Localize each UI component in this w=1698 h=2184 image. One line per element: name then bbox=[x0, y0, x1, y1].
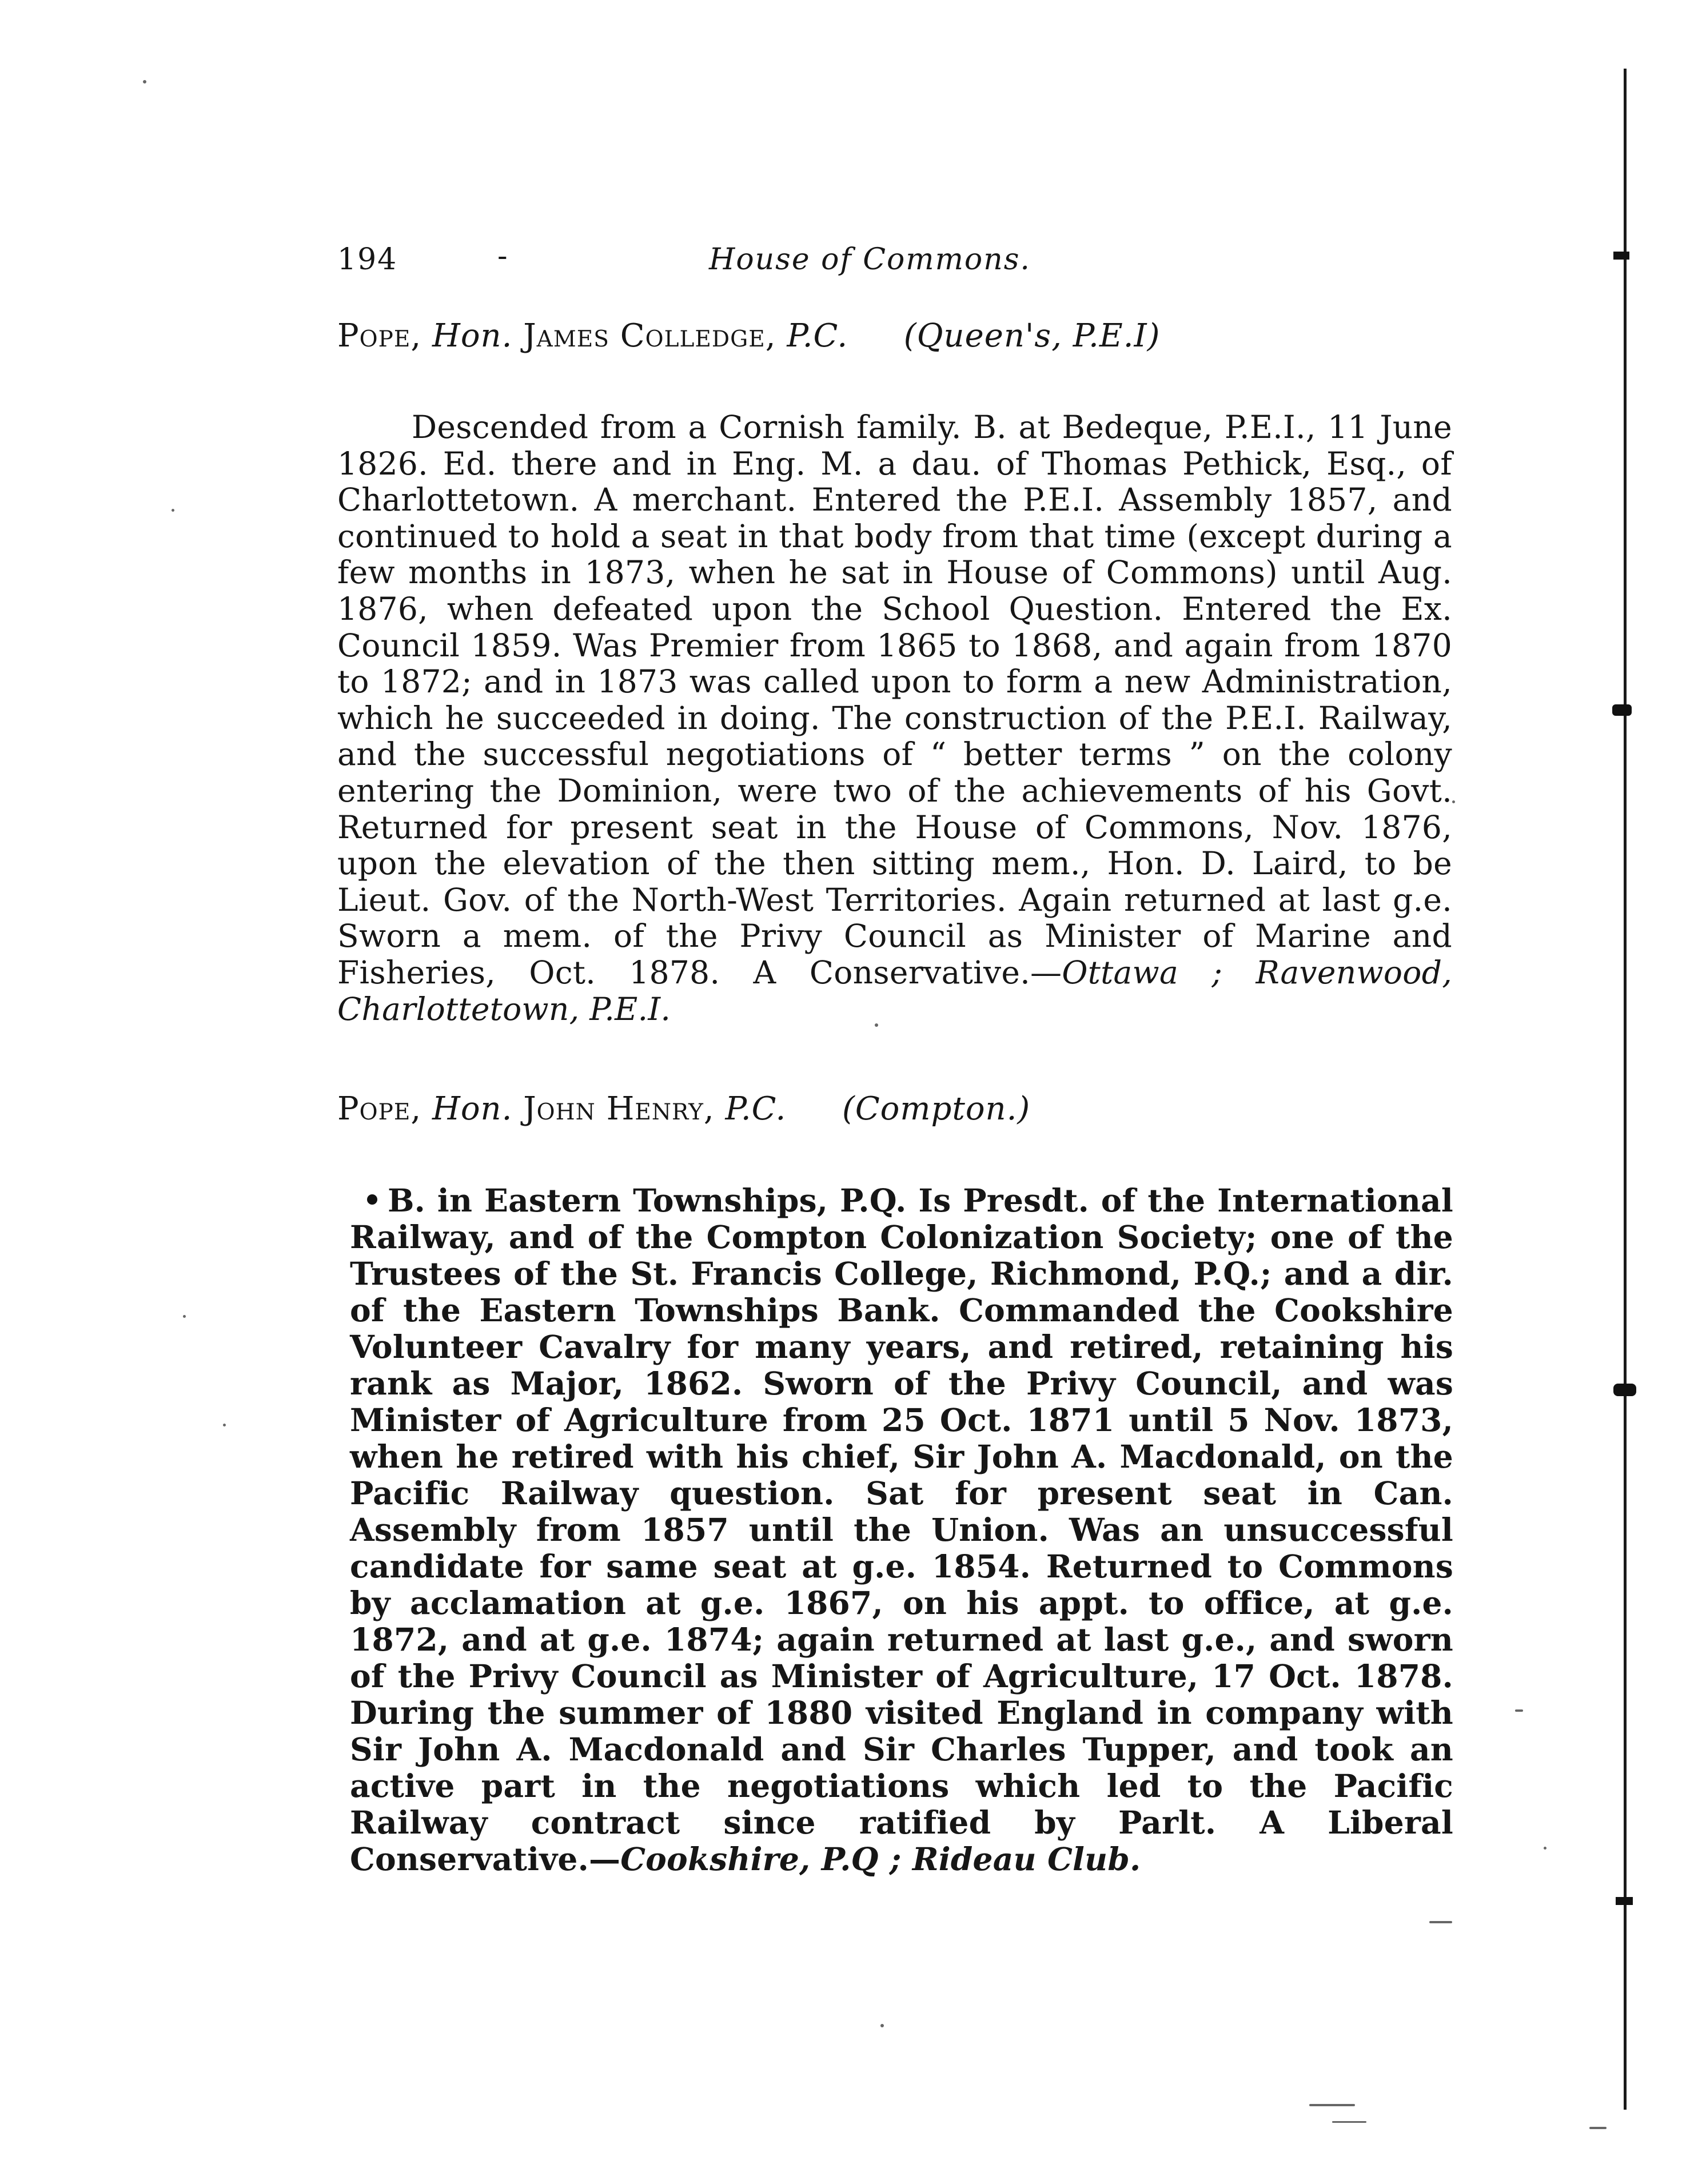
entry-constituency: (Queen's, P.E.I) bbox=[903, 317, 1161, 354]
entry-post-nominal: P.C. bbox=[725, 1090, 787, 1127]
paper-speck bbox=[172, 509, 174, 512]
entry-honorific: Hon. bbox=[432, 1090, 513, 1127]
binding-mark bbox=[1613, 252, 1629, 260]
paper-speck bbox=[1544, 1847, 1546, 1850]
binding-edge-line bbox=[1624, 69, 1627, 2110]
paper-speck bbox=[1589, 2127, 1607, 2129]
biography-entry bbox=[337, 1086, 1453, 1878]
paper-speck bbox=[1309, 2104, 1355, 2106]
binding-mark bbox=[1612, 704, 1632, 716]
paper-speck bbox=[143, 80, 146, 83]
entry-body bbox=[350, 1182, 1453, 1878]
entry-surname: Pope, bbox=[337, 317, 422, 354]
entry-body-text: Descended from a Cornish family. B. at Bedeque, P.E.I., 11 June 1826. Ed. there and in Eng. M. a dau. of Thomas Pethick, Esq., of Charlottetown. A merchant. Entered the P.E.I. Assembly 1857, and continued to hold a seat in that body from that time (except during a few months in 1873, when he sat in House of Commons) until Aug. 1876, when defeated upon the School Question. Entered the Ex. Council 1859. Was Premier from 1865 to 1868, and again from 1870 to 1872; and in 1873 was called upon to form a new Administration, which he succeeded in doing. The construction of the P.E.I. Railway, and the successful negotiations of “ better terms ” on the colony entering the Dominion, were two of the achievements of his Govt. Returned for present seat in the House of Commons, Nov. 1876, upon the elevation of the then sitting mem., Hon. D. Laird, to be Lieut. Gov. of the North-West Territories. Again returned at last g.e. Sworn a mem. of the Privy Council as Minister of Marine and Fisheries, Oct. 1878. A Conservative.— bbox=[337, 409, 1452, 991]
entry-post-nominal: P.C. bbox=[787, 317, 848, 354]
entry-body-text: B. in Eastern Townships, P.Q. Is Presdt. of the International Railway, and of the Compton Colonization Society; one of the Trustees of the St. Francis College, Richmond, P.Q.; and a dir. of the Eastern Townships Bank. Commanded the Cookshire Volunteer Cavalry for many years, and retired, retaining his rank as Major, 1862. Sworn of the Privy Council, and was Minister of Agriculture from 25 Oct. 1871 until 5 Nov. 1873, when he retired with his chief, Sir John A. Macdonald, on the Pacific Railway question. Sat for present seat in Can. Assembly from 1857 until the Union. Was an unsuccessful candidate for same seat at g.e. 1854. Returned to Commons by acclamation at g.e. 1867, on his appt. to office, at g.e. 1872, and at g.e. 1874; again returned at last g.e., and sworn of the Privy Council as Minister of Agriculture, 17 Oct. 1878. During the summer of 1880 visited England in company with Sir John A. Macdonald and Sir Charles Tupper, and took an active part in the negotiations which led to the Pacific Railway contract since ratified by Parlt. A Liberal Conservative.— bbox=[350, 1182, 1453, 1878]
bullet-mark bbox=[367, 1194, 377, 1205]
paper-speck bbox=[1515, 1709, 1523, 1712]
binding-mark bbox=[1616, 1897, 1633, 1905]
entry-body bbox=[337, 409, 1452, 1027]
paper-speck bbox=[880, 2024, 884, 2027]
header-dash: - bbox=[497, 239, 508, 273]
paper-speck bbox=[223, 1424, 226, 1426]
paper-speck bbox=[1452, 800, 1455, 803]
entry-addresses: Cookshire, P.Q ; Rideau Club. bbox=[620, 1840, 1141, 1878]
binding-mark bbox=[1613, 1384, 1636, 1396]
paper-speck bbox=[183, 1315, 186, 1318]
entry-heading bbox=[337, 313, 1452, 359]
paper-speck bbox=[1429, 1921, 1452, 1923]
running-title: House of Commons. bbox=[709, 242, 1031, 277]
entry-honorific: Hon. bbox=[432, 317, 513, 354]
entry-addresses: Ottawa ; Ravenwood, Charlottetown, P.E.I. bbox=[337, 954, 1452, 1027]
entry-given-names: James Colledge, bbox=[523, 317, 776, 354]
paper-speck bbox=[875, 1023, 878, 1027]
entry-surname: Pope, bbox=[337, 1090, 422, 1127]
entry-constituency: (Compton.) bbox=[842, 1090, 1031, 1127]
running-head bbox=[337, 239, 1075, 285]
paper-speck bbox=[1332, 2121, 1366, 2123]
biography-entry bbox=[337, 313, 1452, 1027]
entry-given-names: John Henry, bbox=[523, 1090, 715, 1127]
entry-heading bbox=[337, 1086, 1453, 1132]
page-number: 194 bbox=[337, 242, 398, 277]
